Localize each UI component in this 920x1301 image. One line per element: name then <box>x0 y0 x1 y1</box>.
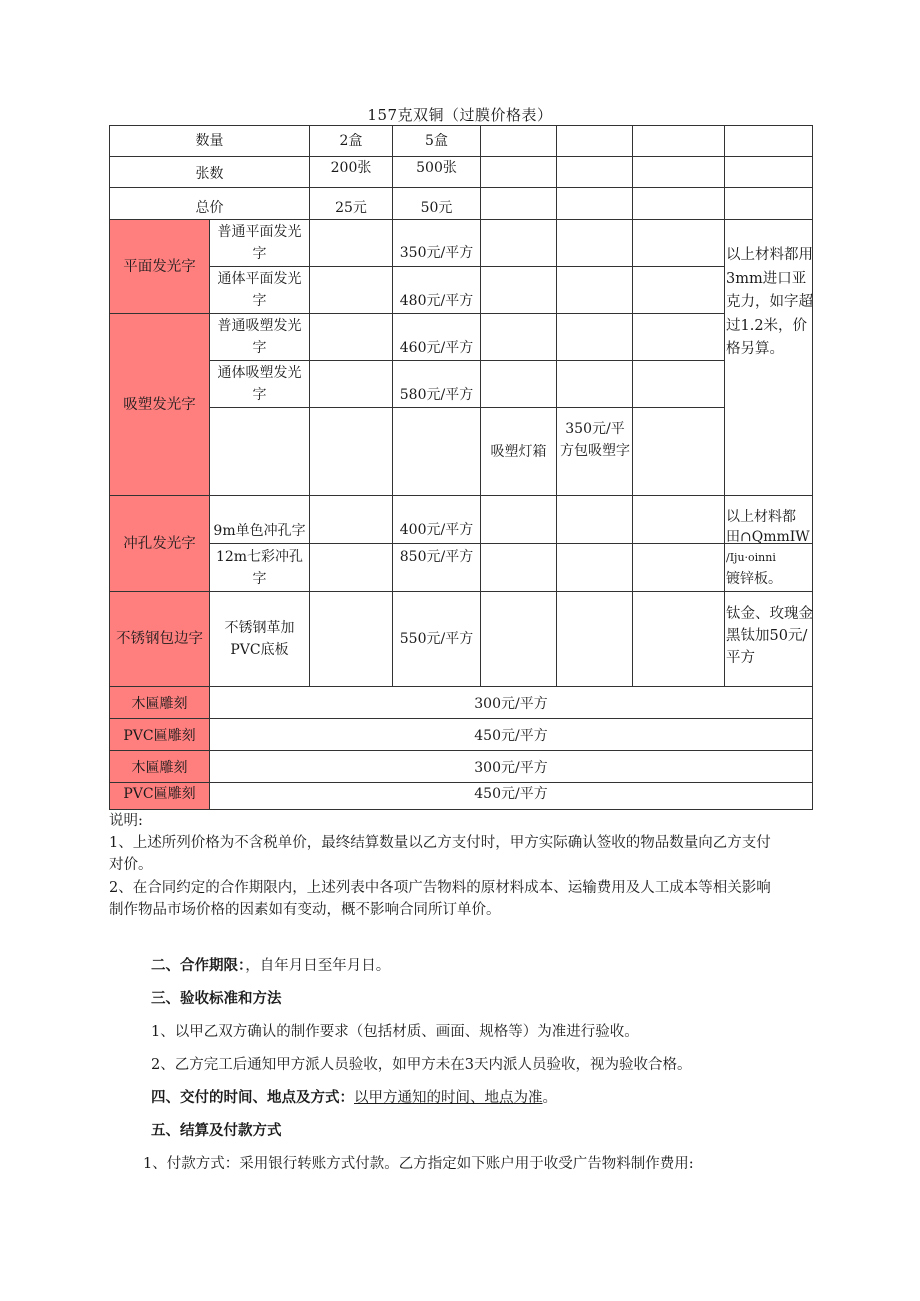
item-blister-normal: 普通吸塑发光字 <box>217 318 302 356</box>
engraving-price-4: 450元/平方 <box>474 786 548 802</box>
delivery-line <box>151 1087 557 1109</box>
price-blister-full: 580元/平方 <box>399 387 474 403</box>
delivery-end: 。 <box>542 1090 557 1106</box>
engraving-price-1: 300元/平方 <box>474 696 548 712</box>
notes-item1-line2: 对价。 <box>109 857 153 873</box>
table-caption: 157克双铜（过膜价格表） <box>367 106 553 124</box>
price-blister-normal: 460元/平方 <box>399 340 474 356</box>
item-blister-lightbox: 吸塑灯箱 <box>490 443 547 460</box>
acceptance-item-1: 1、以甲乙双方确认的制作要求（包括材质、画面、规格等）为准进行验收。 <box>151 1024 639 1040</box>
period-text: ，自年月日至年月日。 <box>245 958 391 974</box>
price-plane-normal: 350元/平方 <box>399 245 474 261</box>
header-label-total: 总价 <box>195 200 224 216</box>
engraving-label-1: 木匾雕刻 <box>131 696 188 712</box>
notes-item1-line1: 1、上述所列价格为不含税单价，最终结算数量以乙方支付时，甲方实际确认签收的物品数量向乙方支付 <box>109 835 771 851</box>
delivery-text: 以甲方通知的时间、地点为准 <box>354 1090 543 1106</box>
item-steel: 不锈钢革加PVC底板 <box>224 620 295 658</box>
engraving-label-4: PVC匾雕刻 <box>123 786 196 802</box>
item-punch-single: 9m单色冲孔字 <box>213 523 306 539</box>
item-plane-full: 通体平面发光字 <box>217 271 302 309</box>
price-punch-color: 850元/平方 <box>399 549 474 565</box>
price-plane-full: 480元/平方 <box>399 293 474 309</box>
engraving-price-2: 450元/平方 <box>474 728 548 744</box>
item-punch-color: 12m七彩冲孔字 <box>215 548 304 587</box>
notes-heading: 说明: <box>109 813 143 829</box>
header-sheets-col1: 200张 <box>330 160 372 176</box>
price-punch-single: 400元/平方 <box>399 522 474 538</box>
note-acrylic: 以上材料都用3mm进口亚克力，如字超过1.2米，价格另算。 <box>726 247 813 357</box>
period-line <box>151 955 390 977</box>
category-plane: 平面发光字 <box>123 258 196 275</box>
note-punch <box>726 507 814 589</box>
engraving-label-3: 木匾雕刻 <box>131 760 188 776</box>
acceptance-title: 三、验收标准和方法 <box>151 990 282 1007</box>
acceptance-item-2: 2、乙方完工后通知甲方派人员验收，如甲方未在3天内派人员验收，视为验收合格。 <box>151 1057 692 1073</box>
category-punch: 冲孔发光字 <box>123 535 196 552</box>
header-quantity-col2: 5盒 <box>425 133 448 149</box>
header-total-col2: 50元 <box>420 200 453 216</box>
notes-item2-line1: 2、在合同约定的合作期限内，上述列表中各项广告物料的原材料成本、运输费用及人工成本等相关影响 <box>109 880 771 896</box>
header-label-quantity: 数量 <box>195 133 224 149</box>
price-steel: 550元/平方 <box>399 631 474 647</box>
note-punch-line2: 田∩QmmIW <box>726 529 810 545</box>
header-sheets-col2: 500张 <box>416 160 457 176</box>
note-punch-line4: 镀锌板。 <box>726 571 782 587</box>
category-steel: 不锈钢包边字 <box>116 631 203 647</box>
note-steel: 钛金、玫瑰金黑钛加50元/平方 <box>726 606 813 666</box>
header-quantity-col1: 2盒 <box>339 133 363 149</box>
item-blister-full: 通体吸塑发光字 <box>217 365 302 403</box>
period-title: 二、合作期限： <box>151 957 246 974</box>
note-punch-line1: 以上材料都 <box>726 509 796 525</box>
price-blister-lightbox: 350元/平方包吸塑字 <box>560 421 630 459</box>
payment-title: 五、结算及付款方式 <box>151 1122 282 1139</box>
note-punch-line3: /Iju·oinni <box>726 551 776 564</box>
notes-item2-line2: 制作物品市场价格的因素如有变动，概不影响合同所订单价。 <box>109 902 501 918</box>
payment-item-1: 1、付款方式：采用银行转账方式付款。乙方指定如下账户用于收受广告物料制作费用: <box>143 1156 694 1172</box>
item-plane-normal: 普通平面发光字 <box>217 224 302 262</box>
header-label-sheets: 张数 <box>195 166 224 182</box>
engraving-price-3: 300元/平方 <box>474 760 548 776</box>
header-total-col1: 25元 <box>335 200 367 216</box>
engraving-label-2: PVC匾雕刻 <box>123 728 196 744</box>
category-blister: 吸塑发光字 <box>123 396 196 413</box>
delivery-title: 四、交付的时间、地点及方式： <box>151 1089 354 1106</box>
